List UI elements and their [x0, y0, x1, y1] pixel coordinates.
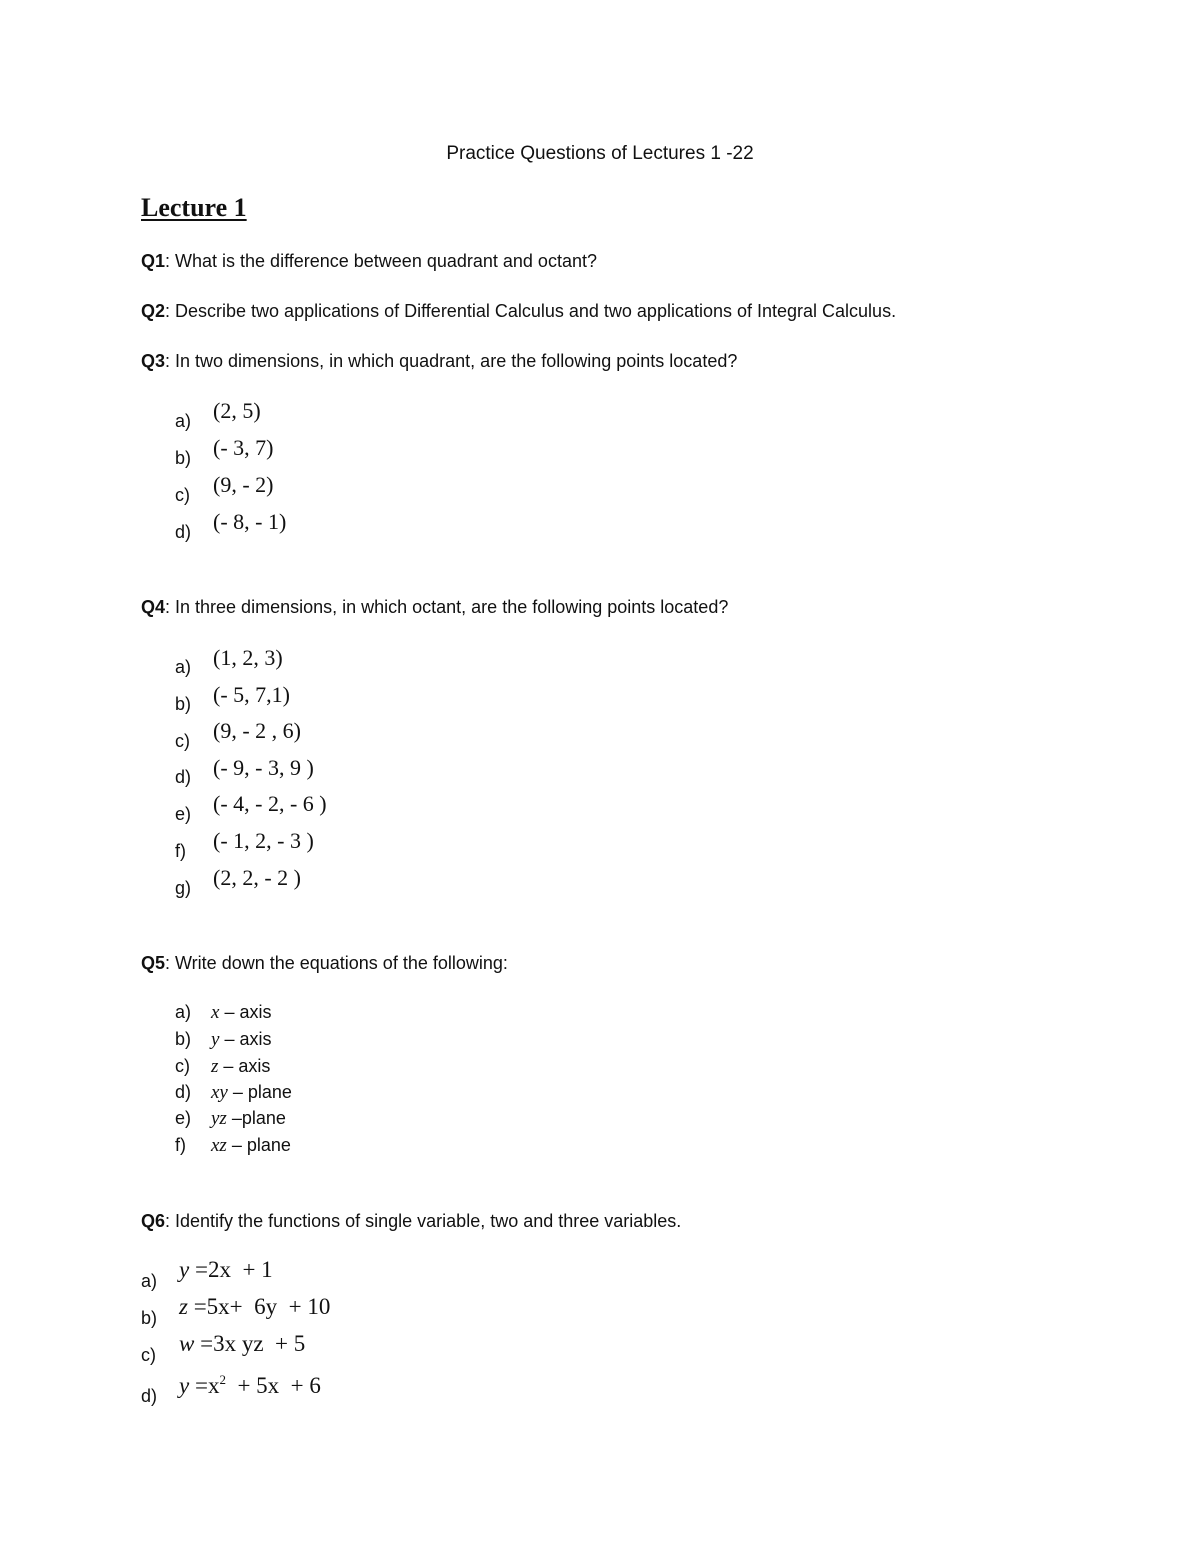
question-text: : Identify the functions of single variable, two and three variables.	[165, 1211, 682, 1231]
item-label: b)	[175, 448, 192, 468]
item-label: d)	[175, 1082, 192, 1102]
question-number: Q6	[141, 1211, 166, 1231]
question-5	[141, 953, 508, 974]
point-value: (- 9, - 3, 9 )	[213, 755, 314, 780]
point-value: (- 3, 7)	[213, 435, 274, 460]
point-value: (- 4, - 2, - 6 )	[213, 791, 327, 816]
question-number: Q1	[141, 251, 166, 271]
axis-item	[211, 1135, 291, 1157]
question-1	[141, 251, 597, 272]
item-label: a)	[175, 657, 192, 677]
variable: y	[211, 1029, 220, 1050]
axis-text: – axis	[219, 1002, 272, 1022]
question-number: Q5	[141, 953, 166, 973]
axis-text: – plane	[226, 1135, 291, 1155]
item-label: e)	[175, 1108, 192, 1128]
equation	[179, 1331, 305, 1357]
item-label: c)	[141, 1345, 156, 1365]
item-label: d)	[141, 1386, 158, 1406]
equation-rhs: =2x + 1	[189, 1257, 273, 1282]
question-text: : What is the difference between quadrant and octant?	[165, 251, 597, 271]
point-value: (9, - 2 , 6)	[213, 718, 301, 743]
item-label: b)	[141, 1308, 158, 1328]
item-label: c)	[175, 1056, 190, 1076]
point-value: (9, - 2)	[213, 472, 274, 497]
equation-tail: + 5x + 6	[225, 1373, 321, 1398]
equation-rhs: =5x+ 6y + 10	[187, 1294, 331, 1319]
equation-lhs: y	[179, 1373, 190, 1398]
lecture-heading: Lecture 1	[141, 193, 247, 222]
equation-lhs: y	[179, 1257, 190, 1282]
equation-rhs: =3x yz + 5	[194, 1331, 306, 1356]
equation-rhs: =x	[189, 1373, 220, 1398]
question-number: Q2	[141, 301, 166, 321]
variable: yz	[211, 1108, 227, 1129]
item-label: g)	[175, 878, 192, 898]
item-label: e)	[175, 804, 192, 824]
axis-item	[211, 1029, 271, 1051]
question-number: Q4	[141, 597, 166, 617]
item-label: a)	[175, 411, 192, 431]
question-number: Q3	[141, 351, 166, 371]
question-6	[141, 1211, 681, 1232]
point-value: (- 5, 7,1)	[213, 682, 290, 707]
item-label: c)	[175, 485, 190, 505]
equation	[179, 1294, 330, 1320]
axis-item	[211, 1082, 292, 1104]
item-label: f)	[175, 841, 186, 861]
question-text: : In three dimensions, in which octant, are the following points located?	[165, 597, 729, 617]
axis-item	[211, 1002, 271, 1024]
point-value: (1, 2, 3)	[213, 645, 283, 670]
item-label: d)	[175, 522, 192, 542]
equation-lhs: w	[179, 1331, 195, 1356]
axis-text: –plane	[226, 1108, 286, 1128]
item-label: a)	[141, 1271, 158, 1291]
page-title: Practice Questions of Lectures 1 -22	[446, 143, 754, 164]
point-value: (- 1, 2, - 3 )	[213, 828, 314, 853]
axis-item	[211, 1056, 270, 1078]
variable: xy	[211, 1082, 228, 1103]
point-value: (2, 5)	[213, 398, 261, 423]
axis-text: – axis	[219, 1029, 272, 1049]
item-label: b)	[175, 694, 192, 714]
point-value: (- 8, - 1)	[213, 509, 287, 534]
variable: x	[211, 1002, 220, 1023]
equation	[179, 1372, 321, 1399]
question-text: : Describe two applications of Differential Calculus and two applications of Integral Calculus.	[165, 301, 897, 321]
axis-text: – axis	[218, 1056, 271, 1076]
item-label: d)	[175, 767, 192, 787]
equation	[179, 1257, 273, 1283]
exponent: 2	[219, 1372, 226, 1387]
question-text: : In two dimensions, in which quadrant, are the following points located?	[165, 351, 738, 371]
axis-item	[211, 1108, 286, 1130]
item-label: f)	[175, 1135, 186, 1155]
question-4	[141, 597, 728, 618]
point-value: (2, 2, - 2 )	[213, 865, 301, 890]
question-text: : Write down the equations of the following:	[165, 953, 508, 973]
item-label: b)	[175, 1029, 192, 1049]
variable: z	[211, 1056, 219, 1077]
item-label: a)	[175, 1002, 192, 1022]
axis-text: – plane	[227, 1082, 292, 1102]
equation-lhs: z	[179, 1294, 188, 1319]
item-label: c)	[175, 731, 190, 751]
variable: xz	[211, 1135, 227, 1156]
question-2	[141, 301, 896, 322]
question-3	[141, 351, 737, 372]
